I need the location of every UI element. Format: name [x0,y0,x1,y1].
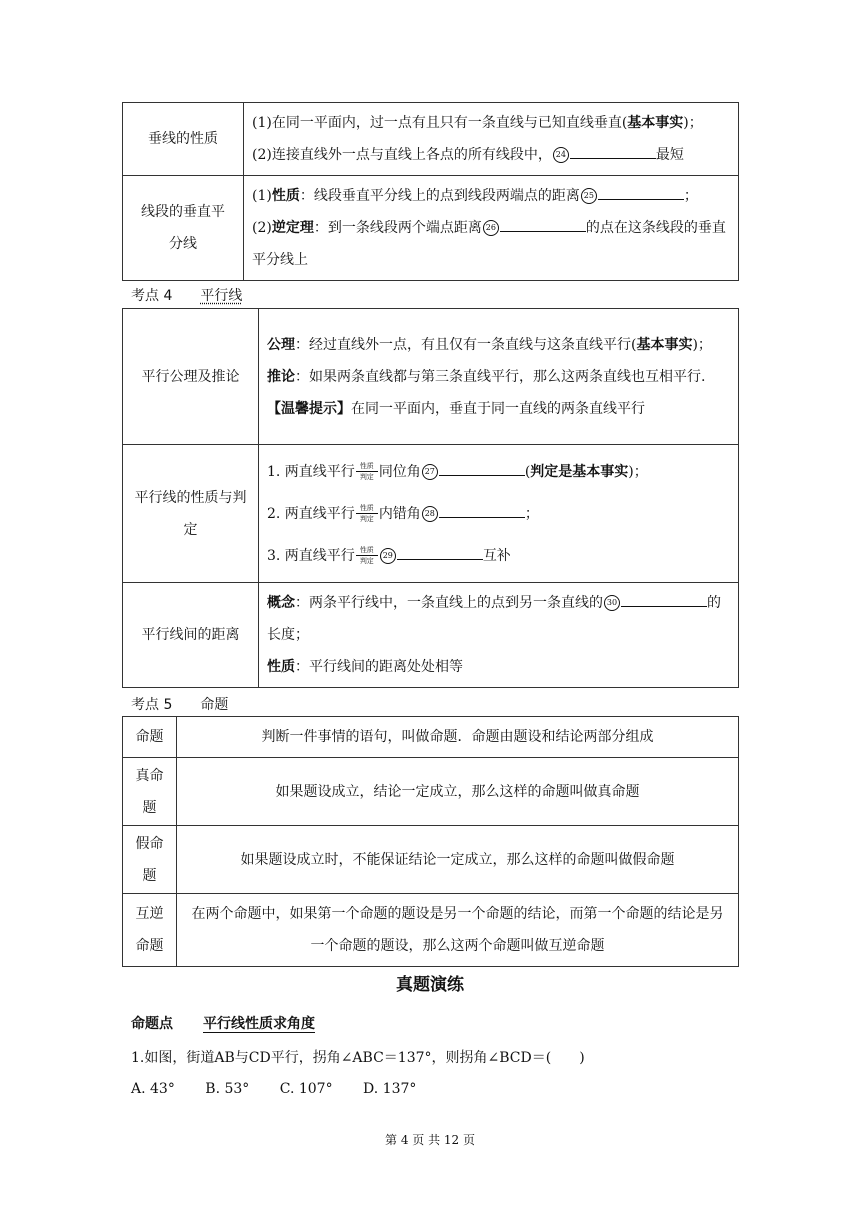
circled-number: 27 [422,464,438,480]
mingtidian-heading: 命题点 平行线性质求角度 [131,1016,315,1032]
circled-number: 24 [553,147,569,163]
row-content [259,445,739,583]
fill-blank [570,144,656,159]
row-label: 假命题 [123,826,177,894]
row-label: 平行线间的距离 [123,583,259,688]
table-row [123,103,739,176]
row-label: 平行线的性质与判定 [123,445,259,583]
option-d[interactable]: D. 137° [363,1081,417,1097]
fill-blank [598,185,684,200]
table-parallel [122,308,739,688]
kaodian-5-heading [131,694,228,714]
answer-options [131,1081,442,1097]
section-title: 真题演练 [396,975,464,995]
list-item: 2. 两直线平行 性质 判定 内错角 28 ； [267,504,539,523]
table-row [123,758,739,826]
table-row [123,445,739,583]
kaodian-label: 考点 4 [131,288,173,304]
row-content: 如果题设成立时，不能保证结论一定成立，那么这样的命题叫做假命题 [177,826,739,894]
table-perpendicular [122,102,739,281]
row-content: (1)性质：线段垂直平分线上的点到线段两端点的距离 25 ； (2)逆定理：到一条线段两个端点距离 26 的点在这条线段的垂直平分线上 [244,176,739,281]
property-determination-arrow: 性质 判定 [356,462,378,481]
row-label: 命题 [123,717,177,758]
table-row [123,176,739,281]
row-content: 概念：两条平行线中，一条直线上的点到另一条直线的 30 的长度； 性质：平行线间的距离处处相等 [259,583,739,688]
kaodian-4-heading [131,285,242,305]
text: (1)在同一平面内，过一点有且只有一条直线与已知直线垂直( [252,115,628,131]
option-a[interactable]: A. 43° [131,1081,175,1097]
text: (2)连接直线外一点与直线上各点的所有线段中， [252,147,552,163]
property-determination-arrow: 性质 判定 [356,546,378,565]
kaodian-title: 命题 [200,697,229,713]
row-content [244,103,739,176]
row-label: 平行公理及推论 [123,309,259,445]
table-propositions [122,716,739,967]
row-content: 判断一件事情的语句，叫做命题．命题由题设和结论两部分组成 [177,717,739,758]
text: 最短 [655,147,684,163]
row-label: 真命题 [123,758,177,826]
table-row [123,717,739,758]
circled-number: 28 [422,506,438,522]
list-item: 3. 两直线平行 性质 判定 29 互补 [267,546,511,565]
question-1: 1.如图，街道AB与CD平行，拐角∠ABC＝137°，则拐角∠BCD＝( ) [131,1050,585,1066]
row-label: 线段的垂直平分线 [123,176,244,281]
property-determination-arrow: 性质 判定 [356,504,378,523]
row-label: 垂线的性质 [123,103,244,176]
table-row [123,583,739,688]
kaodian-label: 考点 5 [131,697,173,713]
circled-number: 26 [483,220,499,236]
text: )； [683,115,703,131]
circled-number: 25 [581,188,597,204]
table-row [123,309,739,445]
page-footer: 第 4 页 共 12 页 [385,1133,475,1147]
fill-blank [500,217,586,232]
row-content: 如果题设成立，结论一定成立，那么这样的命题叫做真命题 [177,758,739,826]
row-label: 互逆命题 [123,894,177,967]
fill-blank [439,503,525,518]
row-content: 公理：经过直线外一点，有且仅有一条直线与这条直线平行(基本事实)； 推论：如果两条直线都与第三条直线平行，那么这两条直线也互相平行. 【温馨提示】在同一平面内，垂直于同一直线的两条直线平行 [259,309,739,445]
table-row [123,826,739,894]
option-c[interactable]: C. 107° [279,1081,333,1097]
text-bold: 基本事实 [627,115,684,131]
row-content: 在两个命题中，如果第一个命题的题设是另一个命题的结论，而第一个命题的结论是另一个命题的题设，那么这两个命题叫做互逆命题 [177,894,739,967]
tip-note: 【温馨提示】在同一平面内，垂直于同一直线的两条直线平行 [267,400,645,417]
table-row [123,894,739,967]
circled-number: 29 [380,548,396,564]
circled-number: 30 [604,595,620,611]
fill-blank [621,592,707,607]
option-b[interactable]: B. 53° [205,1081,250,1097]
kaodian-title: 平行线 [200,288,243,304]
fill-blank [397,545,483,560]
list-item: 1. 两直线平行 性质 判定 同位角 27 (判定是基本事实)； [267,462,648,481]
fill-blank [439,461,525,476]
